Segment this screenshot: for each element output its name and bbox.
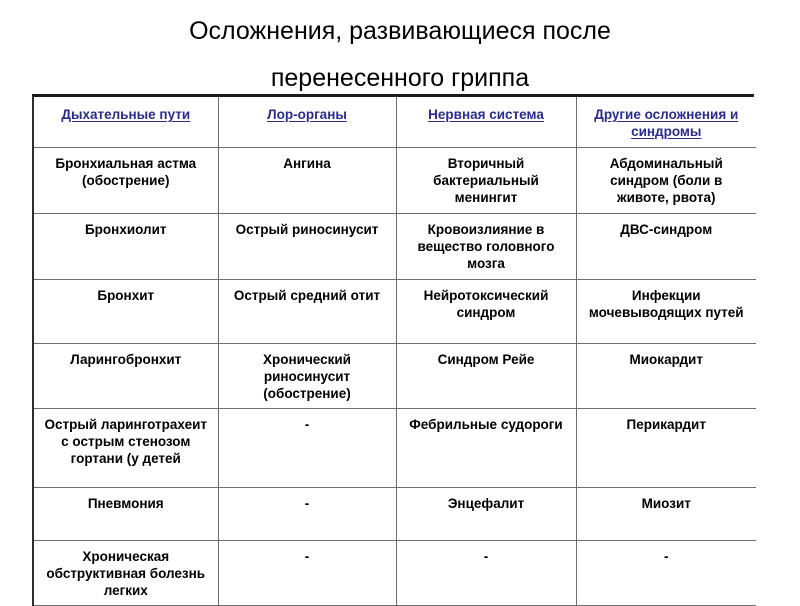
table-cell: Острый ларинготрахеит с острым стенозом гортани (у детей <box>34 408 218 487</box>
column-header-ent-organs <box>218 97 396 147</box>
table-cell: Пневмония <box>34 487 218 540</box>
table-row <box>34 343 756 408</box>
column-header-label: Другие осложнения и синдромы <box>594 107 739 139</box>
table-row <box>34 279 756 343</box>
table-cell: Вторичный бактериальный менингит <box>396 147 576 213</box>
table-row <box>34 540 756 605</box>
table-cell: Фебрильные судороги <box>396 408 576 487</box>
table-cell: Кровоизлияние в вещество головного мозга <box>396 213 576 279</box>
table-row <box>34 487 756 540</box>
table-cell: - <box>396 540 576 605</box>
table-cell: Абдоминальный синдром (боли в животе, рвота) <box>576 147 756 213</box>
table-cell: Миозит <box>576 487 756 540</box>
table-cell: Ангина <box>218 147 396 213</box>
table-cell: Хронический риносинусит (обострение) <box>218 343 396 408</box>
table-cell: ДВС-синдром <box>576 213 756 279</box>
table-row <box>34 213 756 279</box>
table-cell: Синдром Рейе <box>396 343 576 408</box>
page-title-line-2: перенесенного гриппа <box>270 64 530 92</box>
table-cell: Нейротоксический синдром <box>396 279 576 343</box>
table-header-row <box>34 97 756 147</box>
table-cell: Бронхиальная астма (обострение) <box>34 147 218 213</box>
table-header <box>34 97 756 147</box>
table-cell: Бронхиолит <box>34 213 218 279</box>
table-cell: Острый средний отит <box>218 279 396 343</box>
complications-table <box>34 97 756 606</box>
column-header-nervous-system <box>396 97 576 147</box>
table-cell: Миокардит <box>576 343 756 408</box>
table-cell: - <box>218 487 396 540</box>
table-cell: Ларингобронхит <box>34 343 218 408</box>
page-title <box>60 8 740 102</box>
column-header-respiratory-tract <box>34 97 218 147</box>
table-cell: - <box>218 408 396 487</box>
table-body <box>34 147 756 605</box>
table-cell: Хроническая обструктивная болезнь легких <box>34 540 218 605</box>
column-header-label: Нервная система <box>428 107 544 122</box>
column-header-label: Дыхательные пути <box>61 107 191 122</box>
page-title-line-1: Осложнения, развивающиеся после <box>189 17 611 45</box>
table-cell: Перикардит <box>576 408 756 487</box>
table-cell: Острый риносинусит <box>218 213 396 279</box>
table-cell: Бронхит <box>34 279 218 343</box>
table-cell: Инфекции мочевыводящих путей <box>576 279 756 343</box>
table-row <box>34 408 756 487</box>
table-cell: Энцефалит <box>396 487 576 540</box>
table-row <box>34 147 756 213</box>
complications-table-container <box>32 94 754 606</box>
column-header-label: Лор-органы <box>267 107 347 122</box>
column-header-other-complications <box>576 97 756 147</box>
table-cell: - <box>218 540 396 605</box>
table-cell: - <box>576 540 756 605</box>
